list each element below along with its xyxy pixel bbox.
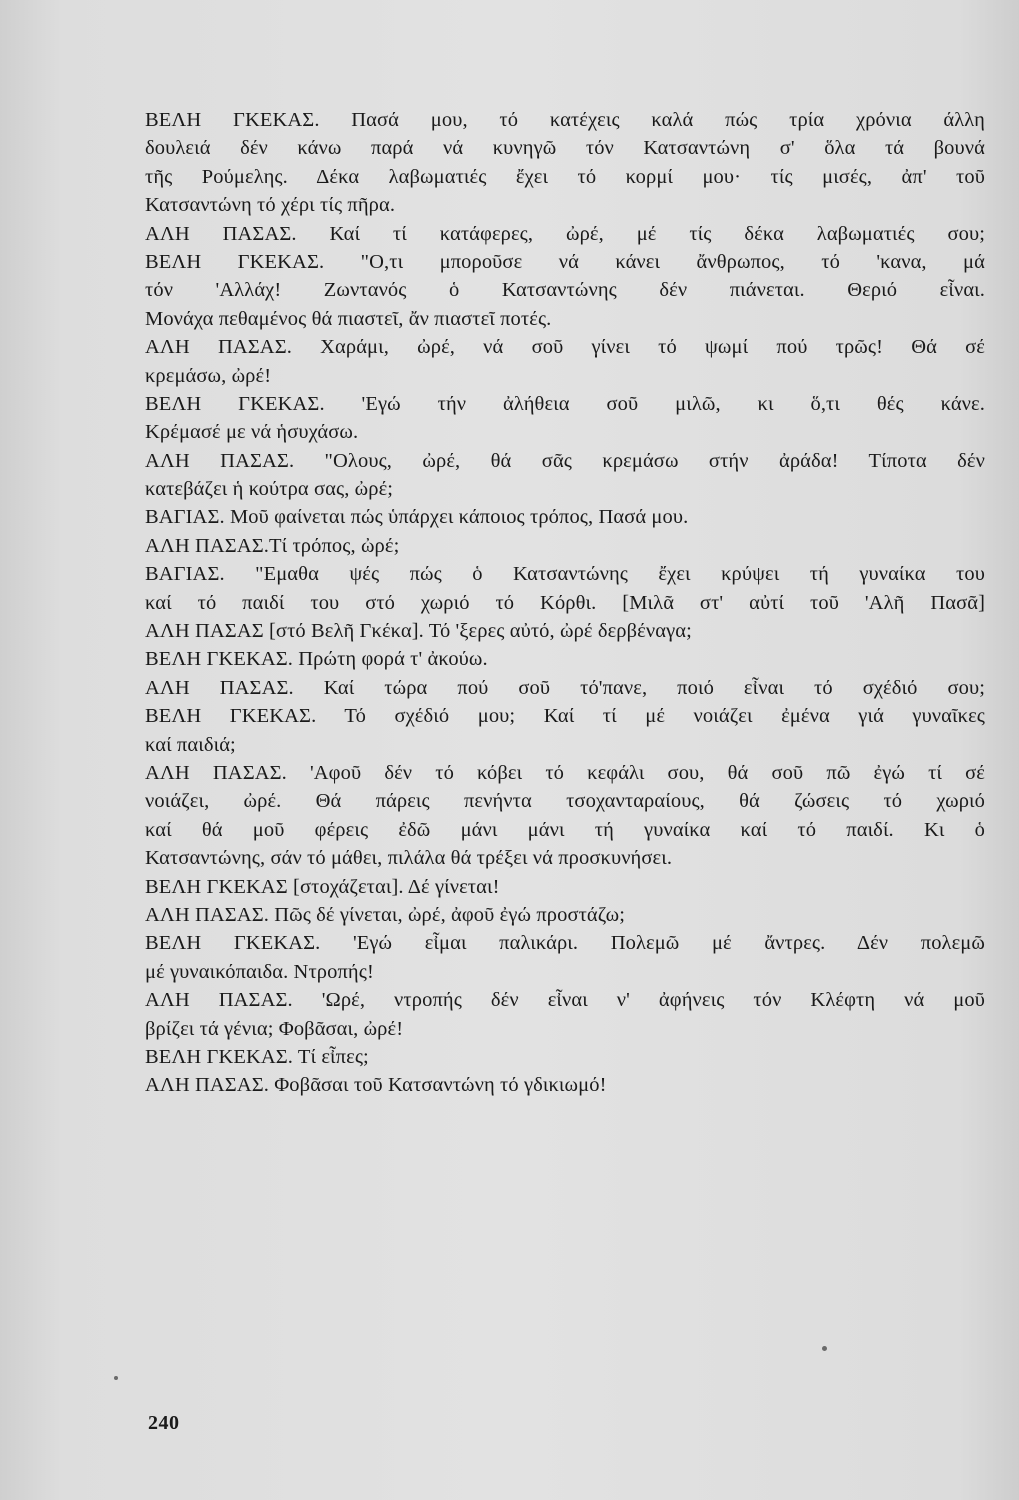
text-line: ΒΕΛΗ ΓΚΕΚΑΣ [στοχάζεται]. Δέ γίνεται!	[145, 875, 500, 898]
text-line: ΑΛΗ ΠΑΣΑΣ. Καί τί κατάφερες, ὠρέ, μέ τίς δέκα λαβωματιές σου;	[145, 222, 985, 245]
text-line: ΒΑΓΙΑΣ. Μοῦ φαίνεται πώς ὑπάρχει κάποιος τρόπος, Πασά μου.	[145, 506, 689, 529]
text-line: νοιάζει, ὠρέ. Θά πάρεις πενήντα τσοχανταραίους, θά ζώσεις τό χωριό	[145, 790, 985, 813]
text-line: Μονάχα πεθαμένος θά πιαστεῖ, ἄν πιαστεῖ ποτές.	[145, 307, 552, 330]
text-line: βρίζει τά γένια; Φοβᾶσαι, ὠρέ!	[145, 1017, 404, 1040]
text-line: καί θά μοῦ φέρεις ἐδῶ μάνι μάνι τή γυναίκα καί τό παιδί. Κι ὁ	[145, 818, 985, 841]
text-line: ΒΕΛΗ ΓΚΕΚΑΣ. 'Εγώ εἶμαι παλικάρι. Πολεμῶ μέ ἄντρες. Δέν πολεμῶ	[145, 932, 985, 955]
text-line: ΑΛΗ ΠΑΣΑΣ. 'Αφοῦ δέν τό κόβει τό κεφάλι σου, θά σοῦ πῶ ἐγώ τί σέ	[145, 761, 985, 784]
text-line: Κατσαντώνη τό χέρι τίς πῆρα.	[145, 194, 396, 217]
text-line: καί παιδιά;	[145, 733, 236, 756]
text-line: ΒΑΓΙΑΣ. "Εμαθα ψές πώς ὁ Κατσαντώνης ἔχει κρύψει τή γυναίκα του	[145, 563, 985, 586]
text-line: Κατσαντώνης, σάν τό μάθει, πιλάλα θά τρέξει νά προσκυνήσει.	[145, 847, 673, 870]
text-line: μέ γυναικόπαιδα. Ντροπής!	[145, 960, 374, 983]
text-line: καί τό παιδί του στό χωριό τό Κόρθι. [Μιλᾶ στ' αὐτί τοῦ 'Αλῆ Πασᾶ]	[145, 591, 985, 614]
text-line: ΑΛΗ ΠΑΣΑΣ. Πῶς δέ γίνεται, ὠρέ, ἀφοῦ ἐγώ προστάζω;	[145, 903, 626, 926]
text-line: κατεβάζει ἡ κούτρα σας, ὠρέ;	[145, 478, 394, 501]
text-line: ΒΕΛΗ ΓΚΕΚΑΣ. "Ο,τι μποροῦσε νά κάνει ἄνθρωπος, τό 'κανα, μά	[145, 250, 985, 273]
text-line: κρεμάσω, ὠρέ!	[145, 364, 272, 387]
text-line: ΑΛΗ ΠΑΣΑΣ. Καί τώρα πού σοῦ τό'πανε, ποιό εἶναι τό σχέδιό σου;	[145, 676, 985, 699]
text-line: ΑΛΗ ΠΑΣΑΣ. Φοβᾶσαι τοῦ Κατσαντώνη τό γδικιωμό!	[145, 1074, 607, 1097]
print-speck	[822, 1346, 827, 1351]
text-line: ΒΕΛΗ ΓΚΕΚΑΣ. Πασά μου, τό κατέχεις καλά πώς τρία χρόνια άλλη	[145, 109, 985, 131]
text-line: τῆς Ρούμελης. Δέκα λαβωματιές ἔχει τό κορμί μου· τίς μισές, ἀπ' τοῦ	[145, 165, 985, 188]
text-line: ΑΛΗ ΠΑΣΑΣ.Τί τρόπος, ὠρέ;	[145, 534, 400, 557]
text-line: τόν 'Αλλάχ! Ζωντανός ὁ Κατσαντώνης δέν πιάνεται. Θεριό εἶναι.	[145, 279, 985, 302]
page-number: 240	[148, 1412, 180, 1434]
text-line: Κρέμασέ με νά ἡσυχάσω.	[145, 421, 359, 444]
text-line: ΑΛΗ ΠΑΣΑΣ. 'Ωρέ, ντροπής δέν εἶναι ν' ἀφήνεις τόν Κλέφτη νά μοῦ	[145, 989, 985, 1012]
text-line: ΒΕΛΗ ΓΚΕΚΑΣ. Τό σχέδιό μου; Καί τί μέ νοιάζει ἐμένα γιά γυναῖκες	[145, 705, 985, 728]
text-line: ΑΛΗ ΠΑΣΑΣ. Χαράμι, ὠρέ, νά σοῦ γίνει τό ψωμί πού τρῶς! Θά σέ	[145, 336, 985, 359]
text-line: ΒΕΛΗ ΓΚΕΚΑΣ. Τί εἶπες;	[145, 1045, 369, 1068]
text-line: ΒΕΛΗ ΓΚΕΚΑΣ. Πρώτη φορά τ' ἀκούω.	[145, 648, 488, 671]
text-line: ΑΛΗ ΠΑΣΑΣ [στό Βελῆ Γκέκα]. Τό 'ξερες αὐτό, ὠρέ δερβέναγα;	[145, 620, 692, 643]
print-speck	[114, 1376, 118, 1380]
dialogue-text	[145, 106, 985, 1100]
text-line: ΑΛΗ ΠΑΣΑΣ. "Ολους, ὠρέ, θά σᾶς κρεμάσω στήν ἀράδα! Τίποτα δέν	[145, 449, 985, 472]
text-line: ΒΕΛΗ ΓΚΕΚΑΣ. 'Εγώ τήν ἀλήθεια σοῦ μιλῶ, κι ὅ,τι θές κάνε.	[145, 392, 985, 415]
text-line: δουλειά δέν κάνω παρά νά κυνηγῶ τόν Κατσαντώνη σ' ὅλα τά βουνά	[145, 137, 985, 160]
